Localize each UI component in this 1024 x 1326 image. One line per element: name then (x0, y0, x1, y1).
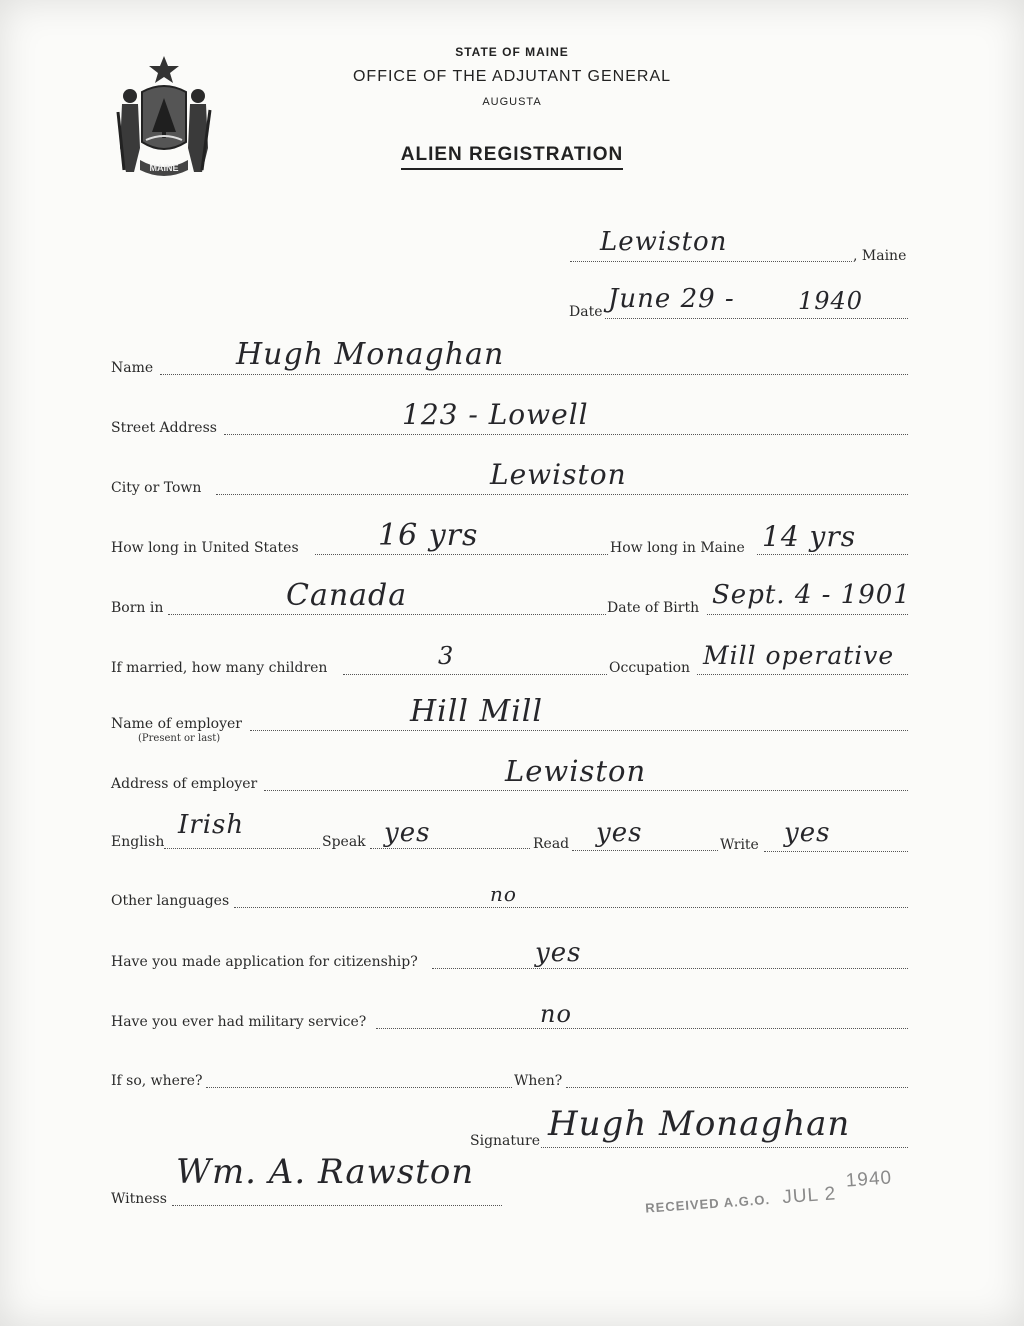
read-label: Read (533, 836, 570, 852)
when-line (566, 1087, 908, 1088)
children-label: If married, how many children (111, 660, 328, 676)
write-label: Write (720, 837, 759, 853)
stamp-year-text: 1940 (845, 1167, 893, 1192)
signature-line (541, 1147, 908, 1148)
form-title-text: ALIEN REGISTRATION (401, 144, 623, 170)
other-languages-value: no (490, 882, 517, 906)
read-line (572, 850, 718, 851)
citizenship-line (432, 968, 908, 969)
write-value: yes (784, 818, 831, 848)
english-line (164, 848, 320, 849)
speak-label: Speak (322, 834, 366, 850)
born-in-value: Canada (286, 578, 408, 613)
write-line (764, 851, 908, 852)
employer-value: Hill Mill (410, 694, 543, 729)
name-value: Hugh Monaghan (236, 337, 505, 372)
how-long-us-value: 16 yrs (378, 518, 479, 553)
children-value: 3 (438, 642, 455, 670)
witness-value: Wm. A. Rawston (176, 1152, 475, 1192)
english-label: English (111, 834, 165, 850)
born-in-line (168, 614, 606, 615)
how-long-us-label: How long in United States (111, 540, 299, 556)
name-label: Name (111, 360, 154, 376)
town-value: Lewiston (600, 227, 728, 257)
signature-label: Signature (470, 1133, 541, 1149)
employer-address-value: Lewiston (505, 754, 647, 788)
children-line (343, 674, 607, 675)
stamp-received-text: RECEIVED A.G.O. (644, 1191, 771, 1216)
dob-line (707, 614, 908, 615)
speak-value: yes (384, 818, 431, 848)
town-line (570, 261, 852, 262)
witness-label: Witness (111, 1191, 167, 1207)
occupation-value: Mill operative (703, 641, 895, 670)
how-long-us-line (315, 554, 608, 555)
city-value: Lewiston (490, 458, 627, 491)
where-label: If so, where? (111, 1073, 203, 1089)
header-city: AUGUSTA (482, 96, 542, 108)
city-label: City or Town (111, 480, 202, 496)
maine-label: , Maine (853, 248, 907, 264)
employer-address-line (264, 790, 908, 791)
where-line (206, 1087, 512, 1088)
dob-label: Date of Birth (607, 600, 700, 616)
dob-value: Sept. 4 - 1901 (712, 580, 911, 610)
other-languages-line (234, 907, 908, 908)
military-label: Have you ever had military service? (111, 1014, 367, 1030)
stamp-date-text: JUL 2 (781, 1183, 837, 1209)
employer-note: (Present or last) (138, 733, 221, 744)
employer-label: Name of employer (111, 716, 242, 732)
english-value: Irish (178, 810, 245, 840)
citizenship-label: Have you made application for citizenship? (111, 954, 418, 970)
city-line (216, 494, 908, 495)
signature-value: Hugh Monaghan (548, 1104, 851, 1144)
employer-address-label: Address of employer (111, 776, 258, 792)
other-languages-label: Other languages (111, 893, 230, 909)
date-month-day-value: June 29 - (608, 284, 735, 314)
how-long-maine-value: 14 yrs (762, 520, 857, 553)
how-long-maine-label: How long in Maine (610, 540, 745, 556)
when-label: When? (514, 1073, 563, 1089)
seal-text: MAINE (149, 163, 179, 173)
received-stamp (644, 1167, 893, 1218)
speak-line (370, 848, 530, 849)
read-value: yes (596, 818, 643, 848)
street-label: Street Address (111, 420, 217, 436)
occupation-label: Occupation (609, 660, 691, 676)
street-line (224, 434, 908, 435)
header-office: OFFICE OF THE ADJUTANT GENERAL (352, 68, 672, 85)
date-label: Date (569, 304, 603, 320)
maine-seal-icon (112, 52, 216, 180)
how-long-maine-line (757, 554, 908, 555)
military-line (376, 1028, 908, 1029)
born-in-label: Born in (111, 600, 164, 616)
witness-line (172, 1205, 502, 1206)
military-value: no (540, 1000, 572, 1028)
name-line (160, 374, 908, 375)
date-year-value: 1940 (798, 287, 864, 315)
citizenship-value: yes (535, 938, 582, 968)
street-value: 123 - Lowell (402, 398, 589, 431)
employer-line (250, 730, 908, 731)
occupation-line (697, 674, 908, 675)
date-line (605, 318, 908, 319)
header-state: STATE OF MAINE (455, 45, 569, 59)
